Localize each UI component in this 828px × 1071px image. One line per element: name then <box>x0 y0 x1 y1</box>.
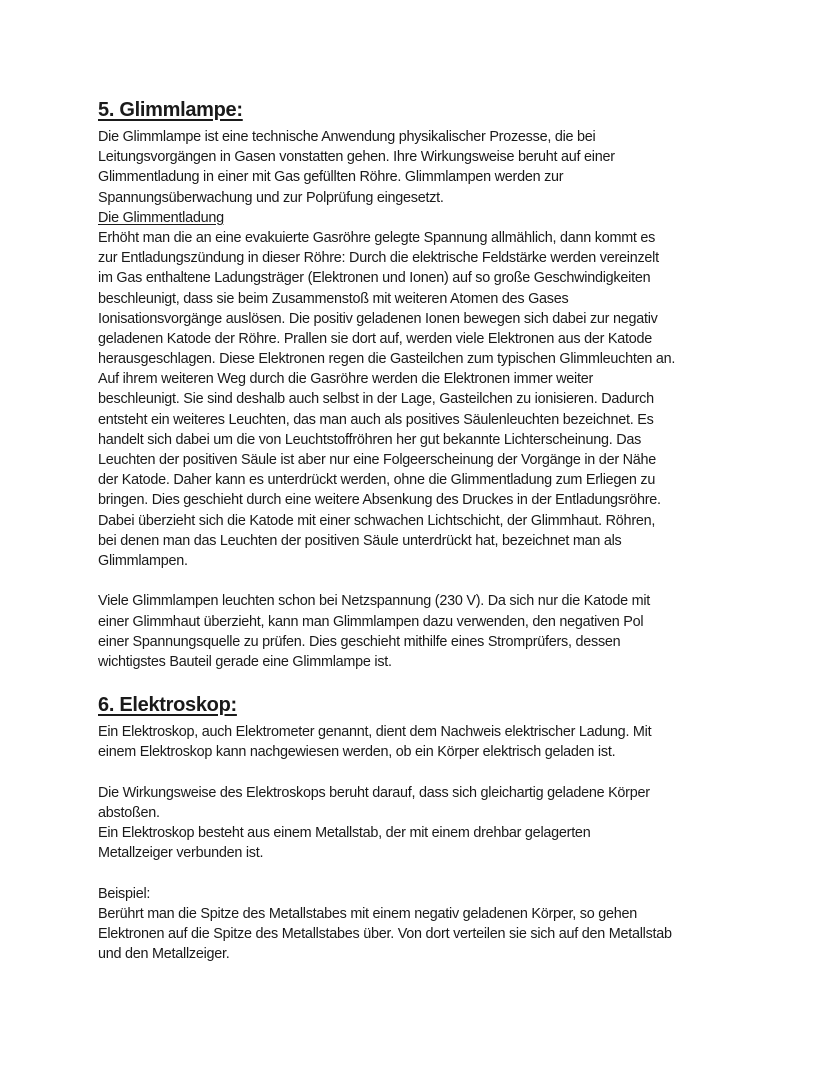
text-line: entsteht ein weiteres Leuchten, das man auch als positives Säulenleuchten bezeichnet. Es <box>98 411 654 428</box>
subheading: Die Glimmentladung <box>98 209 224 226</box>
text-line: wichtigstes Bauteil gerade eine Glimmlampe ist. <box>98 653 392 670</box>
text-line: handelt sich dabei um die von Leuchtstoffröhren her gut bekannte Lichterscheinung. Das <box>98 431 642 448</box>
text-line: Elektronen auf die Spitze des Metallstabes über. Von dort verteilen sie sich auf den Metallstab <box>98 926 672 943</box>
blank-line <box>98 571 758 591</box>
text-line: Leitungsvorgängen in Gasen vonstatten gehen. Ihre Wirkungsweise beruht auf einer <box>98 149 615 166</box>
text-line: bei denen man das Leuchten der positiven Säule unterdrückt hat, bezeichnet man als <box>98 532 622 549</box>
text-line: Erhöht man die an eine evakuierte Gasröhre gelegte Spannung allmählich, dann kommt es <box>98 229 656 246</box>
text-line: herausgeschlagen. Diese Elektronen regen die Gasteilchen zum typischen Glimmleuchten an. <box>98 351 676 368</box>
text-line: Ein Elektroskop, auch Elektrometer genannt, dient dem Nachweis elektrischer Ladung. Mit <box>98 724 652 741</box>
text-line: zur Entladungszündung in dieser Röhre: Durch die elektrische Feldstärke werden vereinzelt <box>98 250 659 267</box>
text-line: Leuchten der positiven Säule ist aber nur eine Folgeerscheinung der Vorgänge in der Nähe <box>98 452 657 468</box>
text-line: im Gas enthaltene Ladungsträger (Elektronen und Ionen) auf so große Geschwindigkeiten <box>98 270 651 287</box>
text-line: Metallzeiger verbunden ist. <box>98 845 264 862</box>
text-line: einer Spannungsquelle zu prüfen. Dies geschieht mithilfe eines Stromprüfers, dessen <box>98 633 621 650</box>
text-line: Spannungsüberwachung und zur Polprüfung eingesetzt. <box>98 189 444 206</box>
text-line: Beispiel: <box>98 885 151 902</box>
text-line: bringen. Dies geschieht durch eine weitere Absenkung des Druckes in der Entladungsröhre. <box>98 492 661 509</box>
text-line: beschleunigt. Sie sind deshalb auch selbst in der Lage, Gasteilchen zu ionisieren. Dadurch <box>98 391 654 408</box>
text-line: geladenen Katode der Röhre. Prallen sie dort auf, werden viele Elektronen aus der Katode <box>98 330 652 347</box>
text-line: Berührt man die Spitze des Metallstabes mit einem negativ geladenen Körper, so gehen <box>98 905 637 922</box>
section-heading: 5. Glimmlampe: <box>98 99 243 121</box>
blank-line <box>98 864 758 884</box>
blank-line <box>98 763 758 783</box>
text-line: und den Metallzeiger. <box>98 946 230 963</box>
text-line: abstoßen. <box>98 805 160 821</box>
text-line: Ionisationsvorgänge auslösen. Die positiv geladenen Ionen bewegen sich dabei zur negativ <box>98 310 658 327</box>
text-line: einer Glimmhaut überzieht, kann man Glimmlampen dazu verwenden, den negativen Pol <box>98 613 644 630</box>
text-line: einem Elektroskop kann nachgewiesen werden, ob ein Körper elektrisch geladen ist. <box>98 744 616 761</box>
text-line: Die Wirkungsweise des Elektroskops beruht darauf, dass sich gleichartig geladene Körper <box>98 784 650 801</box>
text-line: beschleunigt, dass sie beim Zusammenstoß mit weiteren Atomen des Gases <box>98 290 569 307</box>
text-line: der Katode. Daher kann es unterdrückt werden, ohne die Glimmentladung zum Erliegen zu <box>98 472 656 489</box>
text-line: Viele Glimmlampen leuchten schon bei Netzspannung (230 V). Da sich nur die Katode mit <box>98 593 651 610</box>
document-body <box>98 97 758 965</box>
text-line: Die Glimmlampe ist eine technische Anwendung physikalischer Prozesse, die bei <box>98 129 596 145</box>
section-1 <box>98 97 758 692</box>
text-line: Dabei überzieht sich die Katode mit einer schwachen Lichtschicht, der Glimmhaut. Röhren, <box>98 512 656 529</box>
section-heading: 6. Elektroskop: <box>98 694 237 717</box>
text-line: Glimmentladung in einer mit Gas gefüllten Röhre. Glimmlampen werden zur <box>98 169 564 186</box>
blank-line <box>98 672 758 692</box>
text-line: Glimmlampen. <box>98 552 188 569</box>
text-line: Auf ihrem weiteren Weg durch die Gasröhre werden die Elektronen immer weiter <box>98 371 594 388</box>
section-2 <box>98 692 758 964</box>
text-line: Ein Elektroskop besteht aus einem Metallstab, der mit einem drehbar gelagerten <box>98 825 591 842</box>
